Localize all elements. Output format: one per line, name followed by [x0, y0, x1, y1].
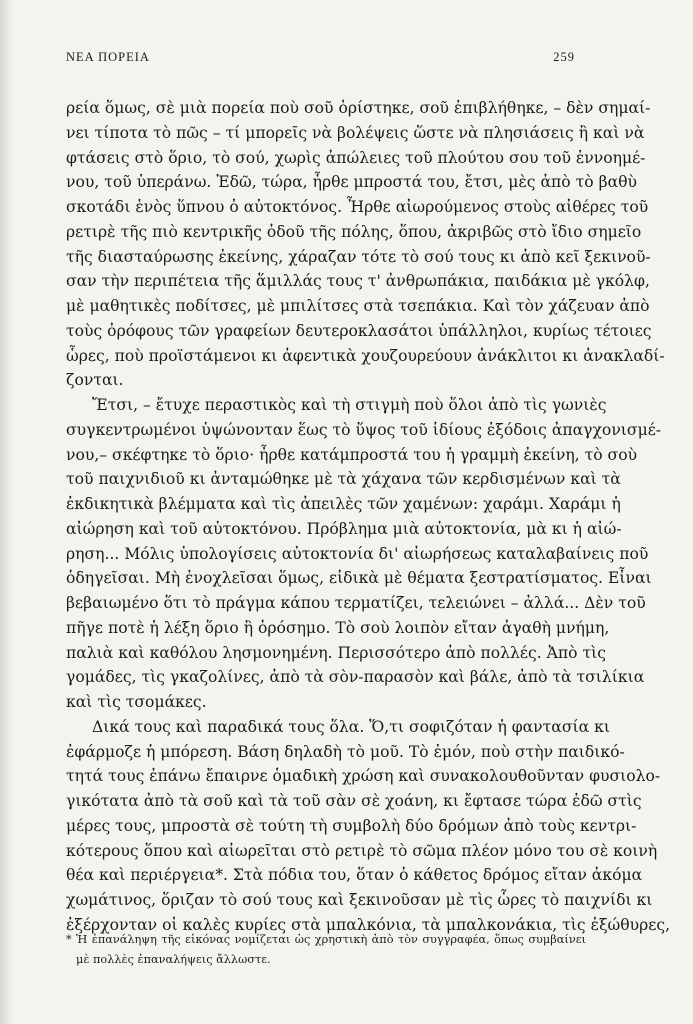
- text-line: καὶ τὶς τσομάκες.: [66, 693, 207, 711]
- text-line: κότερους ὅπου καὶ αἰωρεῖται στὸ ρετιρὲ τὸ σῶμα πλέον μόνο του σὲ κοινὴ: [66, 841, 658, 860]
- footnote: [66, 930, 586, 970]
- running-header: [66, 50, 575, 65]
- text-line: χωμάτινος, ὅριζαν τὸ σού τους καὶ ξεκινοῦσαν μὲ τὶς ὧρες τὸ παιχνίδι κι: [66, 891, 653, 909]
- text-line: γικότατα ἀπὸ τὰ σοῦ καὶ τὰ τοῦ σὰν σὲ χοάνη, κι ἔφτασε τώρα ἐδῶ στὶς: [66, 792, 642, 810]
- text-line: ρηση... Μόλις ὑπολογίσεις αὐτοκτονία δι' αἰωρήσεως καταλαβαίνεις ποῦ: [66, 544, 649, 563]
- text-line: ἐκδικητικὰ βλέμματα καὶ τὶς ἀπειλὲς τῶν χαμένων: χαράμι. Χαράμι ἡ: [66, 495, 621, 513]
- text-line: βεβαιωμένο ὅτι τὸ πράγμα κάπου τερματίζει, τελειώνει – ἀλλά... Δὲν τοῦ: [66, 594, 646, 612]
- paragraph-first-line: Δικά τους καὶ παραδικά τους ὅλα. Ὅ,τι σοφιζόταν ἡ φαντασία κι: [92, 717, 610, 736]
- text-line: ὁδηγεῖσαι. Μὴ ἐνοχλεῖσαι ὅμως, εἰδικὰ μὲ θέματα ξεστρατίσματος. Εἶναι: [66, 569, 652, 588]
- text-line: ἐφάρμοζε ἡ μπόρεση. Βάση δηλαδὴ τὸ μοῦ. Τὸ ἐμόν, ποὺ στὴν παιδικό-: [66, 742, 625, 761]
- text-line: αἰώρηση καὶ τοῦ αὐτοκτόνου. Πρόβλημα μιὰ αὐτοκτονία, μὰ κι ἡ αἰώ-: [66, 519, 622, 538]
- page-edge-shadow: [0, 0, 14, 1024]
- text-line: ρεία ὅμως, σὲ μιὰ πορεία ποὺ σοῦ ὁρίστηκε, σοῦ ἐπιβλήθηκε, – δὲν σημαί-: [66, 99, 651, 117]
- text-line: ζονται.: [66, 371, 124, 390]
- text-line: μὲ μαθητικὲς ποδίτσες, μὲ μπιλίτσες στὰ τσεπάκια. Καὶ τὸν χάζευαν ἀπὸ: [66, 297, 650, 315]
- text-line: τητά τους ἐπάνω ἔπαιρνε ὁμαδικὴ χρώση καὶ συνακολουθοῦνταν φυσιολο-: [66, 767, 661, 786]
- text-line: πῆγε ποτὲ ἡ λέξη ὅριο ἢ ὁρόσημο. Τὸ σοὺ λοιπὸν εἴταν ἀγαθὴ μνήμη,: [66, 618, 610, 637]
- text-line: ρετιρὲ τῆς πιὸ κεντρικῆς ὁδοῦ τῆς πόλης, ὅπου, ἀκριβῶς στὸ ἴδιο σημεῖο: [66, 222, 642, 241]
- text-line: θέα καὶ περιέργεια*. Στὰ πόδια του, ὅταν ὁ κάθετος δρόμος εἴταν ἀκόμα: [66, 866, 643, 885]
- text-line: νου, τοῦ ὑπεράνω. Ἐδῶ, τώρα, ἦρθε μπροστά του, ἔτσι, μὲς ἀπὸ τὸ βαθὺ: [66, 173, 638, 192]
- paragraph-first-line: Ἔτσι, – ἔτυχε περαστικὸς καὶ τὴ στιγμὴ ποὺ ὅλοι ἀπὸ τὶς γωνιὲς: [92, 396, 607, 414]
- text-line: φτάσεις στὸ ὅριο, τὸ σού, χωρὶς ἀπώλειες τοῦ πλούτου σου τοῦ ἐννοημέ-: [66, 148, 646, 167]
- footnote-line: * Ἡ ἐπανάληψη τῆς εἰκόνας νομίζεται ὡς χρηστικὴ ἀπὸ τὸν συγγραφέα, ὅπως συμβαίνει: [66, 933, 586, 946]
- text-line: συγκεντρωμένοι ὑψώνονταν ἕως τὸ ὕψος τοῦ ἰδίους ἐξόδοις ἀπαγχονισμέ-: [66, 420, 662, 439]
- text-line: μέρες τους, μπροστὰ σὲ τούτη τὴ συμβολὴ δύο δρόμων ἀπὸ τοὺς κεντρι-: [66, 816, 637, 835]
- text-line: γομάδες, τὶς γκαζολίνες, ἀπὸ τὰ σὸν-παρασὸν καὶ βάλε, ἀπὸ τὰ τσιλίκια: [66, 668, 645, 687]
- text-line: σαν τὴν περιπέτεια τῆς ἅμιλλάς τους τ' ἀνθρωπάκια, παιδάκια μὲ γκόλφ,: [66, 272, 650, 291]
- text-line: ἐξέρχονταν οἱ καλὲς κυρίες στὰ μπαλκόνια, τὰ μπαλκονάκια, τὶς ἐξώθυρες,: [66, 915, 671, 934]
- page-number: 259: [553, 50, 575, 64]
- text-line: παλιὰ καὶ καθόλου λησμονημένη. Περισσότερο ἀπὸ πολλές. Ἀπὸ τὶς: [66, 643, 606, 662]
- text-line: νει τίποτα τὸ πῶς – τί μπορεῖς νὰ βολέψεις ὥστε νὰ πλησιάσεις ἢ καὶ νὰ: [66, 123, 645, 142]
- text-line: νου,– σκέφτηκε τὸ ὅριο· ἦρθε κατάμπροστά του ἡ γραμμὴ ἐκείνη, τὸ σοὺ: [66, 445, 638, 464]
- body-text: [66, 96, 671, 938]
- footnote-line: μὲ πολλὲς ἐπαναλήψεις ἄλλωστε.: [76, 953, 271, 966]
- text-line: ὧρες, ποὺ προϊστάμενοι κι ἀφεντικὰ χουζουρεύουν ἀνάκλιτοι κι ἀνακλαδί-: [66, 346, 665, 365]
- text-line: τοὺς ὀρόφους τῶν γραφείων δευτεροκλασάτοι ὑπάλληλοι, κυρίως τέτοιες: [66, 321, 652, 340]
- running-title: ΝΕΑ ΠΟΡΕΙΑ: [66, 50, 150, 64]
- text-line: σκοτάδι ἑνὸς ὕπνου ὁ αὐτοκτόνος. Ἦρθε αἰωρούμενος στοὺς αἰθέρες τοῦ: [66, 198, 649, 216]
- text-line: τοῦ παιχνιδιοῦ κι ἀνταμώθηκε μὲ τὰ χάχανα τῶν κερδισμένων καὶ τὰ: [66, 470, 621, 489]
- text-line: τῆς διασταύρωσης ἐκείνης, χάραζαν τότε τὸ σού τους κι ἀπὸ κεῖ ξεκινοῦ-: [66, 247, 651, 266]
